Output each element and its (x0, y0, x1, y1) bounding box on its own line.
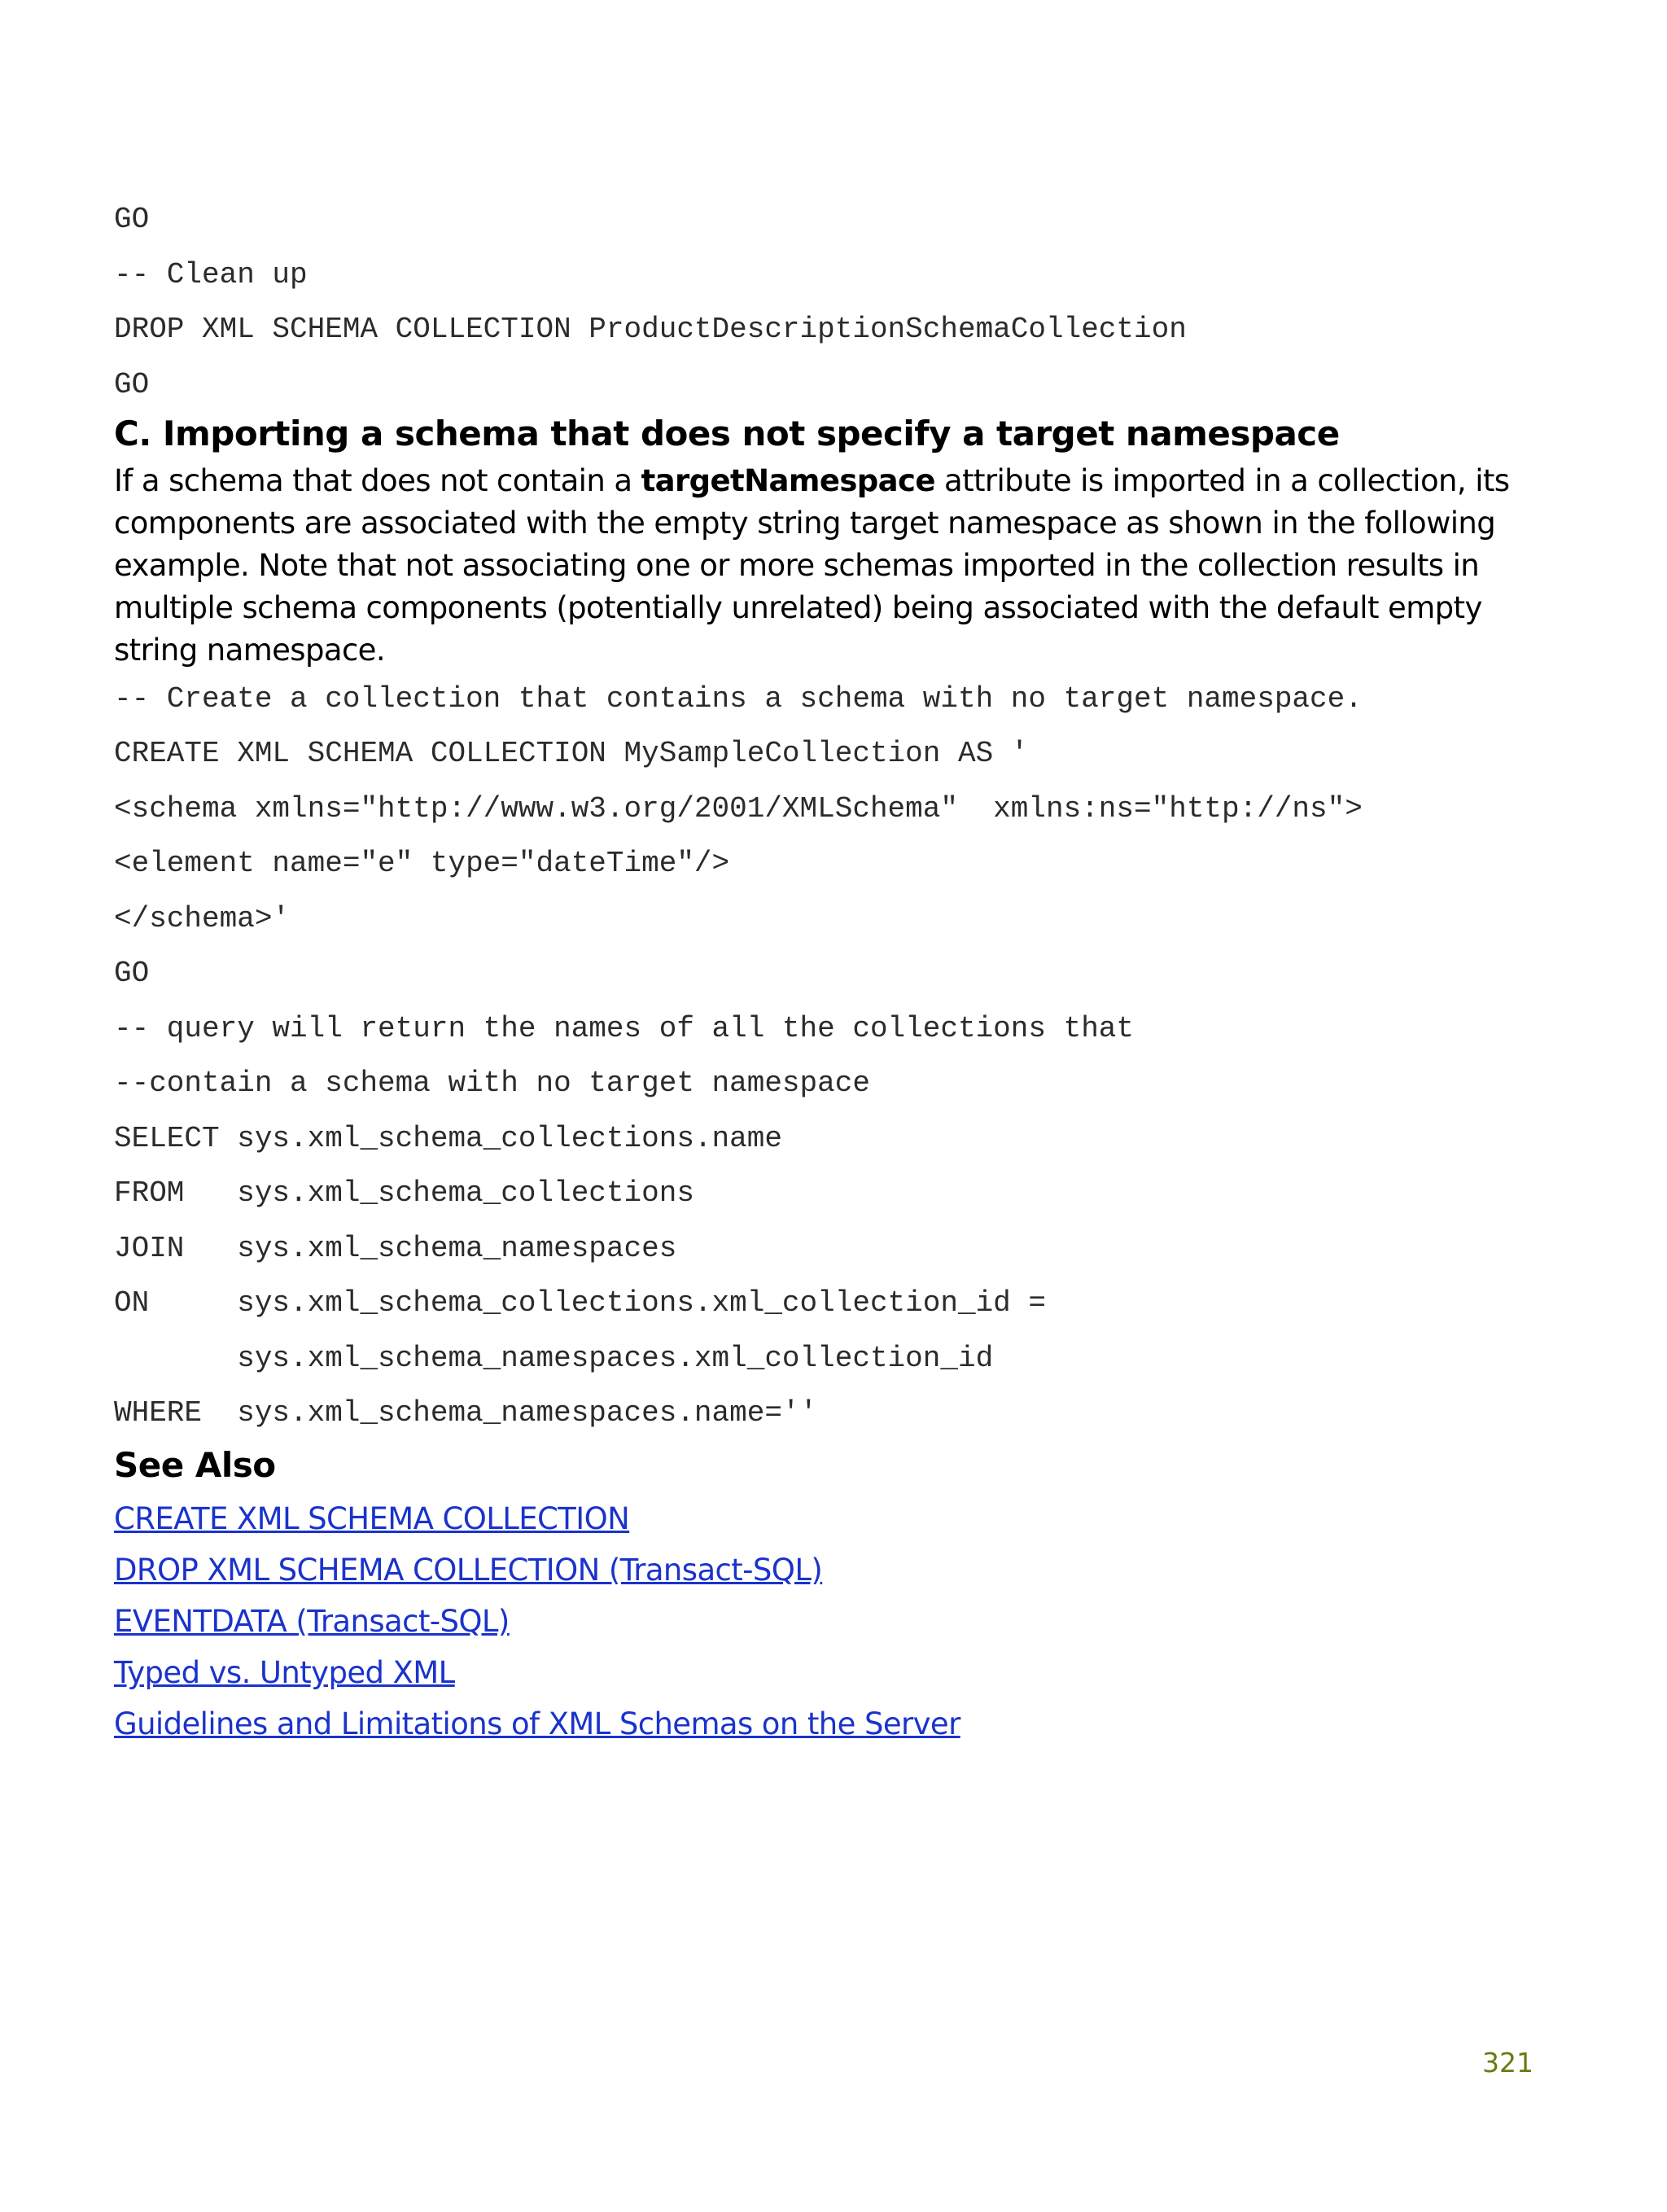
code-line: -- query will return the names of all the collections that (114, 1011, 1135, 1045)
code-line: GO (114, 203, 150, 236)
see-also-heading: See Also (114, 1445, 276, 1485)
link-typed-vs-untyped-xml[interactable]: Typed vs. Untyped XML (114, 1655, 455, 1690)
code-line: JOIN sys.xml_schema_namespaces (114, 1231, 677, 1265)
code-line: --contain a schema with no target namespace (114, 1067, 870, 1100)
code-line: DROP XML SCHEMA COLLECTION ProductDescriptionSchemaCollection (114, 313, 1187, 346)
paragraph-bold-term: targetNamespace (641, 462, 935, 498)
link-guidelines-and-limitations[interactable]: Guidelines and Limitations of XML Schemas on the Server (114, 1706, 960, 1741)
code-line: WHERE sys.xml_schema_namespaces.name='' (114, 1396, 818, 1430)
code-block-example (114, 681, 1538, 1432)
code-line: SELECT sys.xml_schema_collections.name (114, 1121, 782, 1155)
code-line: FROM sys.xml_schema_collections (114, 1176, 694, 1210)
code-line: ON sys.xml_schema_collections.xml_collection_id = (114, 1286, 1046, 1320)
code-line: CREATE XML SCHEMA COLLECTION MySampleCollection AS ' (114, 737, 1029, 770)
section-heading: C. Importing a schema that does not specify a target namespace (114, 413, 1340, 453)
code-line: GO (114, 367, 150, 401)
link-drop-xml-schema-collection[interactable]: DROP XML SCHEMA COLLECTION (Transact-SQL) (114, 1553, 823, 1588)
paragraph-text: If a schema that does not contain a (114, 462, 641, 498)
see-also-links (114, 1493, 1538, 1750)
paragraph-text: attribute is imported in a collection, its components are associated with the empty string target namespace as shown in the following example. Note that not associating one or more schemas imported in the collection results in multiple schema components (potentially unrelated) being associated with the default empty string namespace. (114, 462, 1510, 668)
code-line: sys.xml_schema_namespaces.xml_collection_id (114, 1341, 994, 1375)
code-line: <schema xmlns="http://www.w3.org/2001/XMLSchema" xmlns:ns="http://ns"> (114, 791, 1363, 826)
document-page (114, 202, 1538, 1750)
code-line: GO (114, 957, 150, 990)
link-eventdata[interactable]: EVENTDATA (Transact-SQL) (114, 1604, 510, 1639)
link-create-xml-schema-collection[interactable]: CREATE XML SCHEMA COLLECTION (114, 1501, 630, 1536)
code-line: <element name="e" type="dateTime"/> (114, 847, 730, 880)
page-number: 321 (1482, 2047, 1534, 2078)
code-line: -- Create a collection that contains a schema with no target namespace. (114, 681, 1363, 716)
section-paragraph (114, 460, 1538, 672)
code-line: </schema>' (114, 901, 291, 935)
code-block-cleanup (114, 202, 1538, 403)
code-line: -- Clean up (114, 257, 308, 291)
